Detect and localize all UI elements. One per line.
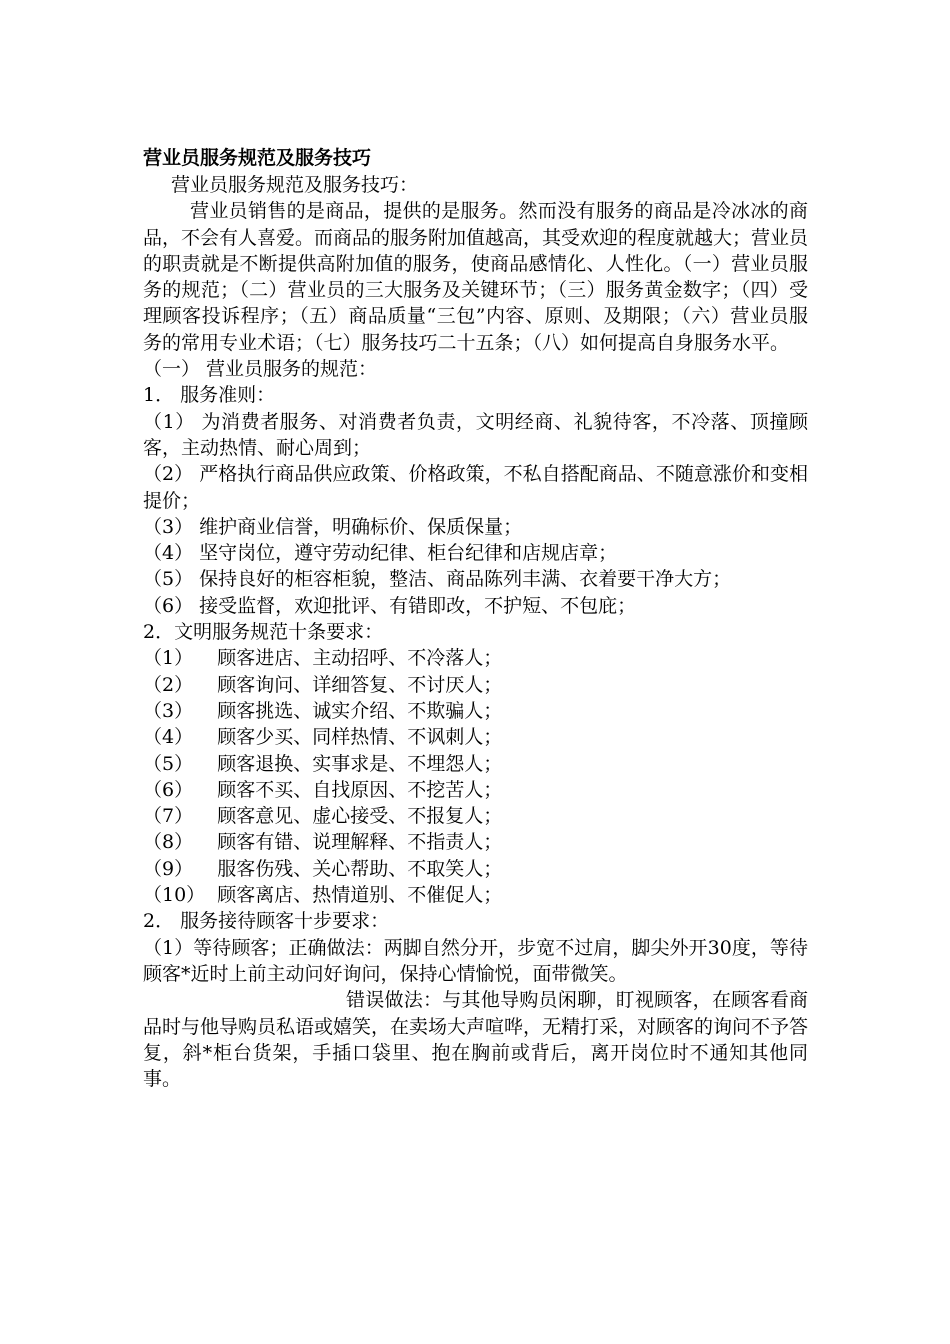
requirement-item: （3） 顾客挑选、诚实介绍、不欺骗人；	[143, 699, 503, 722]
requirement-item: （5） 顾客退换、实事求是、不埋怨人；	[143, 752, 503, 775]
document-body	[143, 144, 808, 1092]
requirement-item: （7） 顾客意见、虚心接受、不报复人；	[143, 805, 503, 828]
requirement-item: （10） 顾客离店、热情道别、不催促人；	[143, 884, 503, 907]
part-heading: 2．文明服务规范十条要求：	[143, 621, 384, 644]
requirement-item: （6） 顾客不买、自找原因、不挖苦人；	[143, 778, 503, 801]
part-heading: 2． 服务接待顾客十步要求：	[143, 910, 390, 933]
part-heading: 1． 服务准则：	[143, 384, 276, 407]
requirement-item: （4） 顾客少买、同样热情、不讽刺人；	[143, 726, 503, 749]
principle-item: （5） 保持良好的柜容柜貌，整洁、商品陈列丰满、衣着要干净大方；	[143, 568, 732, 591]
step-wrong-practice: 错误做法：与其他导购员闲聊，盯视顾客，在顾客看商品时与他导购员私语或嬉笑，在卖场大声喧哗，无精打采，对顾客的询问不予答复，斜*柜台货架，手插口袋里、抱在胸前或背后，离开岗位时不通知其他同事。	[143, 989, 809, 1091]
principle-item: （4） 坚守岗位，遵守劳动纪律、柜台纪律和店规店章；	[143, 542, 618, 565]
principle-item: （1） 为消费者服务、对消费者负责，文明经商、礼貌待客，不冷落、顶撞顾客，主动热情、耐心周到；	[143, 410, 808, 459]
requirement-item: （2） 顾客询问、详细答复、不讨厌人；	[143, 673, 503, 696]
intro-paragraph: 营业员销售的是商品，提供的是服务。然而没有服务的商品是冷冰冰的商品，不会有人喜爱。而商品的服务附加值越高，其受欢迎的程度就越大；营业员的职责就是不断提供高附加值的服务，使商品感情化、人性化。（一）营业员服务的规范；（二）营业员的三大服务及关键环节；（三）服务黄金数字；（四）受理顾客投诉程序；（五）商品质量“三包”内容、原则、及期限；（六）营业员服务的常用专业术语；（七）服务技巧二十五条；（八）如何提高自身服务水平。	[143, 200, 809, 354]
principle-item: （3） 维护商业信誉，明确标价、保质保量；	[143, 515, 523, 538]
section-heading: （一） 营业员服务的规范：	[143, 358, 378, 381]
document-subtitle: 营业员服务规范及服务技巧：	[171, 174, 419, 196]
document-title: 营业员服务规范及服务技巧	[143, 147, 372, 169]
requirement-item: （8） 顾客有错、说理解释、不指责人；	[143, 831, 503, 854]
requirement-item: （1） 顾客进店、主动招呼、不冷落人；	[143, 647, 503, 670]
principle-item: （6） 接受监督，欢迎批评、有错即改，不护短、不包庇；	[143, 594, 637, 617]
principle-item: （2） 严格执行商品供应政策、价格政策，不私自搭配商品、不随意涨价和变相提价；	[143, 463, 808, 512]
step-correct-practice: （1）等待顾客；正确做法：两脚自然分开，步宽不过肩，脚尖外开30度，等待顾客*近时上前主动问好询问，保持心情愉悦，面带微笑。	[143, 936, 808, 985]
requirement-item: （9） 服客伤残、关心帮助、不取笑人；	[143, 857, 503, 880]
